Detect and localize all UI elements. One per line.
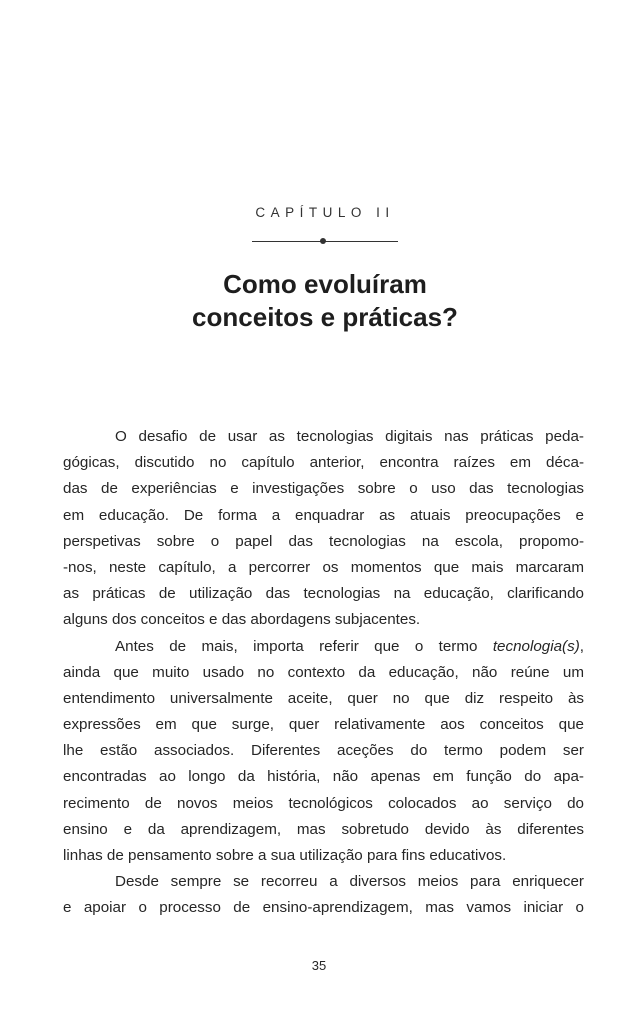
- text-line: expressões em que surge, quer relativamente aos conceitos que: [63, 716, 584, 734]
- body-text: [63, 424, 584, 922]
- chapter-title-line-2: conceitos e práticas?: [192, 302, 458, 332]
- text-line: ainda que muito usado no contexto da educação, não reúne um: [63, 663, 584, 681]
- text-fragment: ,: [579, 637, 584, 655]
- text-line: as práticas de utilização das tecnologias na educação, clarificando: [63, 585, 584, 603]
- text-line: e apoiar o processo de ensino-aprendizagem, mas vamos iniciar o: [63, 899, 584, 917]
- text-line: -nos, neste capítulo, a percorrer os momentos que mais marcaram: [63, 558, 584, 576]
- text-line-with-emphasis: [63, 634, 584, 660]
- chapter-title-line-1: Como evoluíram: [223, 269, 427, 299]
- text-line: gógicas, discutido no capítulo anterior, encontra raízes em déca-: [63, 454, 584, 472]
- chapter-label: CAPÍTULO II: [255, 205, 395, 220]
- divider-dot-icon: [320, 238, 326, 244]
- emphasized-term: tecnologia(s): [492, 637, 580, 655]
- text-line: alguns dos conceitos e das abordagens subjacentes.: [63, 611, 421, 629]
- text-line: em educação. De forma a enquadrar as atuais preocupações e: [63, 506, 584, 524]
- chapter-ornament-divider: [252, 237, 398, 245]
- text-line: Desde sempre se recorreu a diversos meios para enriquecer: [115, 873, 584, 891]
- page-number: 35: [311, 958, 327, 973]
- text-line: das de experiências e investigações sobre o uso das tecnologias: [63, 480, 584, 498]
- text-line: encontradas ao longo da história, não apenas em função do apa-: [63, 768, 584, 786]
- text-line: linhas de pensamento sobre a sua utilização para fins educativos.: [63, 847, 507, 864]
- text-line: perspetivas sobre o papel das tecnologias na escola, propomo-: [63, 532, 584, 550]
- text-line: lhe estão associados. Diferentes aceções do termo podem ser: [63, 742, 584, 760]
- text-line: O desafio de usar as tecnologias digitais nas práticas peda-: [115, 428, 584, 445]
- text-fragment: Antes de mais, importa referir que o termo: [115, 637, 493, 655]
- text-line: entendimento universalmente aceite, quer no que diz respeito às: [63, 689, 584, 707]
- text-line: recimento de novos meios tecnológicos colocados ao serviço do: [63, 794, 584, 812]
- text-line: ensino e da aprendizagem, mas sobretudo devido às diferentes: [63, 820, 584, 838]
- chapter-title: [0, 268, 638, 334]
